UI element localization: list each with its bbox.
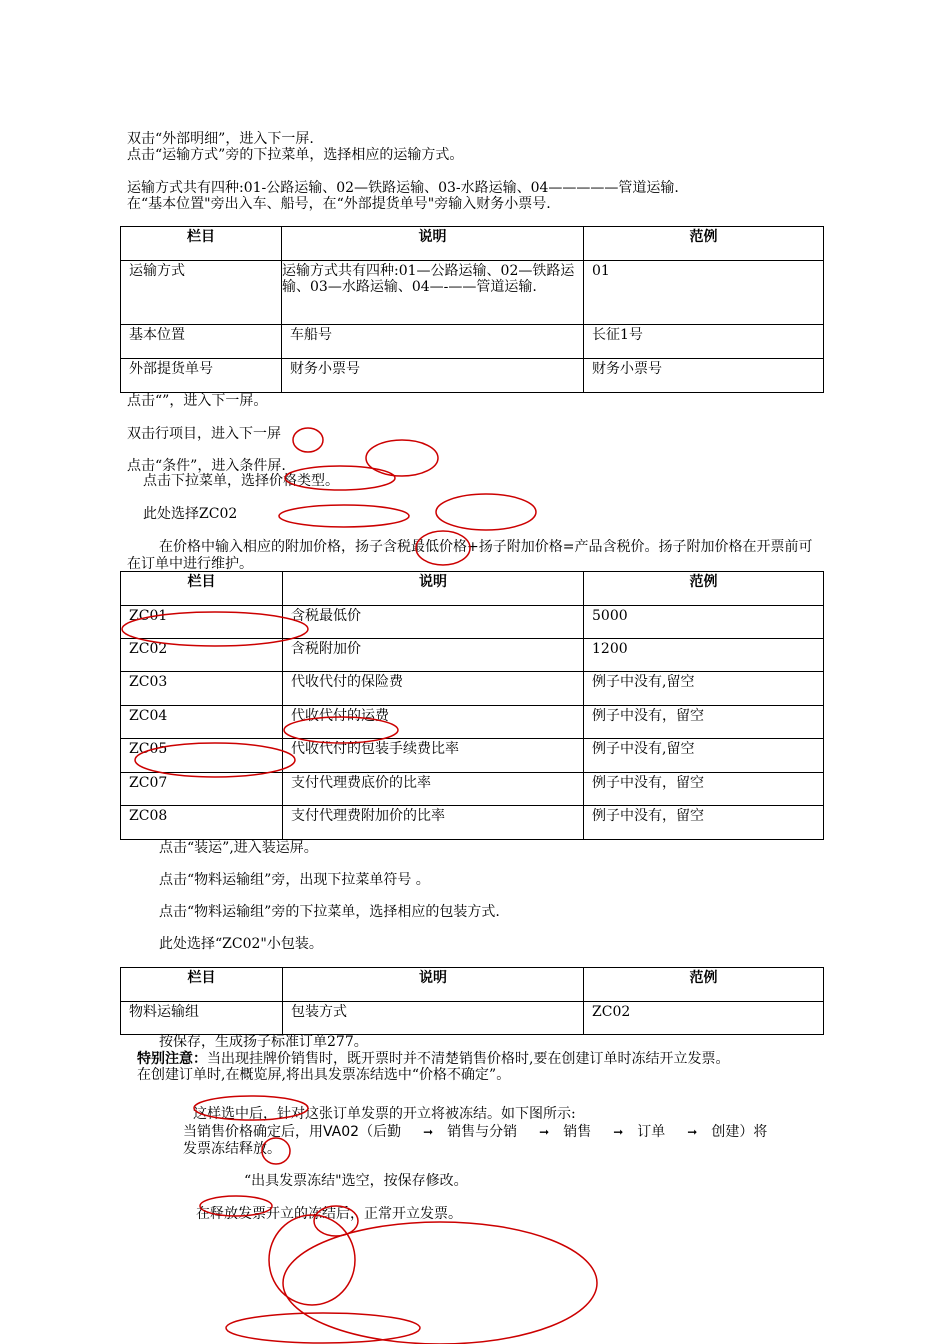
mid-line-2: 双击行项目，进入下一屏: [127, 426, 281, 442]
menu-path-item: 销售与分销: [447, 1124, 518, 1140]
transport-group-table: [120, 967, 824, 1035]
right-arrow-icon: ➞: [687, 1125, 698, 1139]
table-cell: 物料运输组: [121, 1002, 283, 1035]
table-cell: ZC02: [584, 1002, 824, 1035]
table-cell: ZC08: [121, 806, 283, 840]
intro-line-3: 运输方式共有四种:01-公路运输、02—铁路运输、03-水路运输、04—————管道运输.: [127, 180, 679, 196]
annotation-ellipse: [226, 1313, 420, 1343]
table-cell: 长征1号: [584, 325, 824, 359]
column-header: 栏目: [121, 968, 283, 1002]
table-cell: 包装方式: [283, 1002, 584, 1035]
mid-line-4: 点击下拉菜单，选择价格类型。: [143, 473, 339, 489]
column-header: 栏目: [121, 572, 283, 606]
intro-line-4: 在“基本位置"旁出入车、船号，在“外部提货单号"旁输入财务小票号.: [127, 196, 551, 212]
empty-save-line: “出具发票冻结"选空，按保存修改。: [244, 1173, 468, 1189]
mid-line-5: 此处选择ZC02: [143, 506, 238, 522]
table-cell: 代收代付的保险费: [283, 672, 584, 706]
freeze-line: 这样选中后，针对这张订单发票的开立将被冻结。如下图所示:: [193, 1106, 576, 1122]
table-cell: 财务小票号: [282, 359, 584, 393]
table-cell: 运输方式: [121, 261, 282, 325]
ship-line-1: 点击“装运”,进入装运屏。: [159, 840, 318, 856]
column-header: 说明: [283, 968, 584, 1002]
table-row: [121, 806, 824, 840]
column-header: 范例: [584, 968, 824, 1002]
column-header: 范例: [584, 227, 824, 261]
intro-line-1: 双击“外部明细”，进入下一屏.: [127, 131, 314, 147]
table-cell: 基本位置: [121, 325, 282, 359]
table-cell: 例子中没有，留空: [584, 706, 824, 739]
release-line: [183, 1124, 767, 1141]
table-cell: 支付代理费底价的比率: [283, 773, 584, 806]
table-cell: ZC01: [121, 606, 283, 639]
column-header: 说明: [282, 227, 584, 261]
table-row: [121, 672, 824, 706]
table-cell: 1200: [584, 639, 824, 672]
table-row: [121, 1002, 824, 1035]
ship-line-2: 点击“物料运输组”旁，出现下拉菜单符号 。: [159, 872, 430, 888]
release-code: VA02: [323, 1124, 360, 1140]
note-line-2: 在创建订单时,在概览屏,将出具发票冻结选中“价格不确定”。: [137, 1067, 511, 1083]
right-arrow-icon: ➞: [423, 1125, 434, 1139]
note-text: 当出现挂牌价销售时，既开票时并不清楚销售价格时,要在创建订单时冻结开立发票。: [207, 1051, 730, 1067]
menu-path-item: （后勤: [359, 1124, 402, 1140]
special-note: [137, 1051, 729, 1068]
intro-line-2: 点击“运输方式”旁的下拉菜单，选择相应的运输方式。: [127, 147, 464, 163]
table-row: [121, 325, 824, 359]
annotation-ellipse: [293, 428, 323, 452]
table-cell: 支付代理费附加价的比率: [283, 806, 584, 840]
table-cell: 含税附加价: [283, 639, 584, 672]
ship-line-3: 点击“物料运输组”旁的下拉菜单，选择相应的包装方式.: [159, 904, 500, 920]
table-row: [121, 639, 824, 672]
price-condition-table: [120, 571, 824, 840]
annotation-ellipse: [279, 505, 409, 527]
table-cell: ZC04: [121, 706, 283, 739]
table-cell: 代收代付的运费: [283, 706, 584, 739]
column-header: 说明: [283, 572, 584, 606]
annotation-ellipse: [283, 1222, 597, 1344]
table-cell: 外部提货单号: [121, 359, 282, 393]
table-cell: 例子中没有,留空: [584, 672, 824, 706]
table-row: [121, 739, 824, 773]
column-header: 范例: [584, 572, 824, 606]
column-header: 栏目: [121, 227, 282, 261]
annotation-ellipse: [269, 1215, 355, 1305]
right-arrow-icon: ➞: [613, 1125, 624, 1139]
table-cell: ZC05: [121, 739, 283, 773]
table-cell: 运输方式共有四种:01—公路运输、02—铁路运输、03—水路运输、04—-——管道运输.: [282, 261, 584, 325]
table-row: [121, 773, 824, 806]
table-cell: ZC07: [121, 773, 283, 806]
ship-line-4: 此处选择“ZC02"小包装。: [159, 936, 323, 952]
save-line: 按保存，生成扬子标准订单277。: [159, 1034, 368, 1050]
price-paragraph: 在价格中输入相应的附加价格，扬子含税最低价格+扬子附加价格=产品含税价。扬子附加价格在开票前可在订单中进行维护。: [127, 539, 813, 572]
menu-path-item: 销售: [563, 1124, 592, 1140]
final-line: 在释放发票开立的冻结后，正常开立发票。: [196, 1206, 462, 1222]
menu-path-item: 创建）将: [711, 1124, 768, 1140]
note-label: 特别注意：: [137, 1051, 207, 1067]
table-row: [121, 706, 824, 739]
table-cell: 财务小票号: [584, 359, 824, 393]
release-line-2: 发票冻结释放。: [183, 1141, 281, 1157]
mid-line-1: 点击“”，进入下一屏。: [127, 393, 268, 409]
table-cell: 01: [584, 261, 824, 325]
menu-path-item: 订单: [637, 1124, 666, 1140]
table-cell: 例子中没有，留空: [584, 806, 824, 840]
table-cell: ZC02: [121, 639, 283, 672]
table-cell: 代收代付的包装手续费比率: [283, 739, 584, 773]
table-cell: 含税最低价: [283, 606, 584, 639]
table-row: [121, 359, 824, 393]
release-prefix: 当销售价格确定后，用: [183, 1124, 323, 1140]
table-cell: 例子中没有,留空: [584, 739, 824, 773]
table-cell: 车船号: [282, 325, 584, 359]
mid-line-3: 点击“条件”，进入条件屏.: [127, 458, 286, 474]
annotation-ellipse: [366, 440, 438, 476]
transport-table: [120, 226, 824, 393]
table-cell: 例子中没有，留空: [584, 773, 824, 806]
table-row: [121, 606, 824, 639]
table-cell: 5000: [584, 606, 824, 639]
annotation-ellipse: [436, 494, 536, 530]
right-arrow-icon: ➞: [539, 1125, 550, 1139]
table-row: [121, 261, 824, 325]
table-cell: ZC03: [121, 672, 283, 706]
